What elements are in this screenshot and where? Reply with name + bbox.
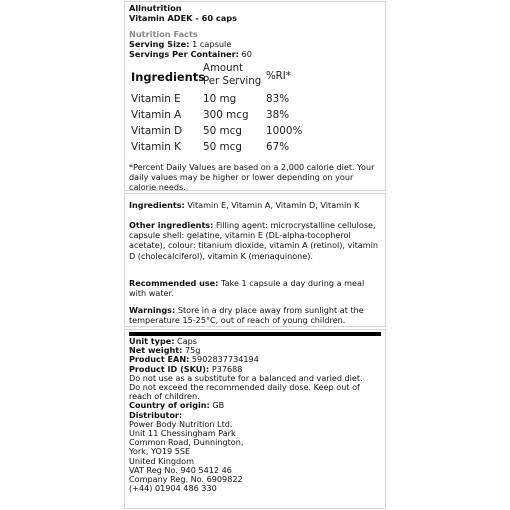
recommended-use: Recommended use: Take 1 capsule a day during a meal with water. xyxy=(129,278,365,299)
nutrient-name: Vitamin D xyxy=(131,125,183,137)
nutrient-ri: 38% xyxy=(266,109,290,121)
distributor-line: Unit 11 Chessingham Park xyxy=(129,428,236,439)
other-ingredients: Other ingredients: Filling agent: microcrystalline cellulose, capsule shell: gelatine, vitamin E (DL-alpha-tocopherol acetate), colour: titanium dioxide, vitamin A (retinol), vitamin D (cholecalciferol), vitamin K (menaquinone). xyxy=(129,220,379,261)
warnings: Warnings: Store in a dry place away from sunlight at the temperature 15-25°C, out of reach of young children. xyxy=(129,305,364,326)
nutrient-amount: 300 mcg xyxy=(203,109,249,121)
nutrition-facts-title: Nutrition Facts xyxy=(129,29,198,39)
column-header-ingredients: Ingredients xyxy=(131,70,205,84)
product-ean: Product EAN: 5902837734194 xyxy=(129,354,259,365)
nutrient-ri: 83% xyxy=(266,93,290,105)
column-header-amount-line1: Amount xyxy=(203,63,244,74)
distributor-line: United Kingdom xyxy=(129,455,194,466)
country-of-origin: Country of origin: GB xyxy=(129,400,225,411)
servings-per-container: Servings Per Container: 60 xyxy=(129,49,252,59)
distributor-label: Distributor: xyxy=(129,409,183,420)
notice-line: Do not exceed the recommended daily dose. Keep out of xyxy=(129,382,360,393)
notice-line: reach of children. xyxy=(129,391,200,402)
nutrition-facts-panel xyxy=(124,1,386,191)
column-header-amount-line2: Per Serving xyxy=(203,76,262,87)
column-header-ri: %RI* xyxy=(266,71,291,82)
distributor-line: Power Body Nutrition Ltd. xyxy=(129,418,233,429)
nutrient-amount: 50 mcg xyxy=(203,141,242,153)
brand-name: Allnutrition xyxy=(129,3,182,13)
unit-type: Unit type: Caps xyxy=(129,336,198,346)
ingredients-line: Ingredients: Vitamin E, Vitamin A, Vitamin D, Vitamin K xyxy=(129,200,360,210)
daily-values-footnote: *Percent Daily Values are based on a 2,000 calorie diet. Your daily values may be higher or lower depending on your calorie needs. xyxy=(129,162,375,193)
notice-line: Do not use as a substitute for a balanced and varied diet. xyxy=(129,372,363,383)
distributor-line: Common Road, Dunnington, xyxy=(129,437,244,448)
nutrient-ri: 1000% xyxy=(266,125,303,137)
product-info-lines xyxy=(129,337,381,493)
distributor-line: York, YO19 5SE xyxy=(129,446,191,457)
product-name: Vitamin ADEK - 60 caps xyxy=(129,13,237,23)
nutrient-name: Vitamin K xyxy=(131,141,181,153)
distributor-line: (+44) 01904 486 330 xyxy=(129,483,217,494)
product-sku: Product ID (SKU): P37688 xyxy=(129,363,243,374)
nutrient-name: Vitamin A xyxy=(131,109,182,121)
nutrient-name: Vitamin E xyxy=(131,93,181,105)
distributor-line: VAT Reg No. 940 5412 46 xyxy=(129,464,232,475)
nutrient-amount: 50 mcg xyxy=(203,125,242,137)
nutrient-ri: 67% xyxy=(266,141,290,153)
product-info-panel xyxy=(124,329,386,509)
serving-size: Serving Size: 1 capsule xyxy=(129,39,232,49)
net-weight: Net weight: 75g xyxy=(129,345,201,356)
nutrient-amount: 10 mg xyxy=(203,93,237,105)
ingredients-panel xyxy=(124,193,386,327)
distributor-line: Company Reg. No. 6909822 xyxy=(129,474,243,485)
